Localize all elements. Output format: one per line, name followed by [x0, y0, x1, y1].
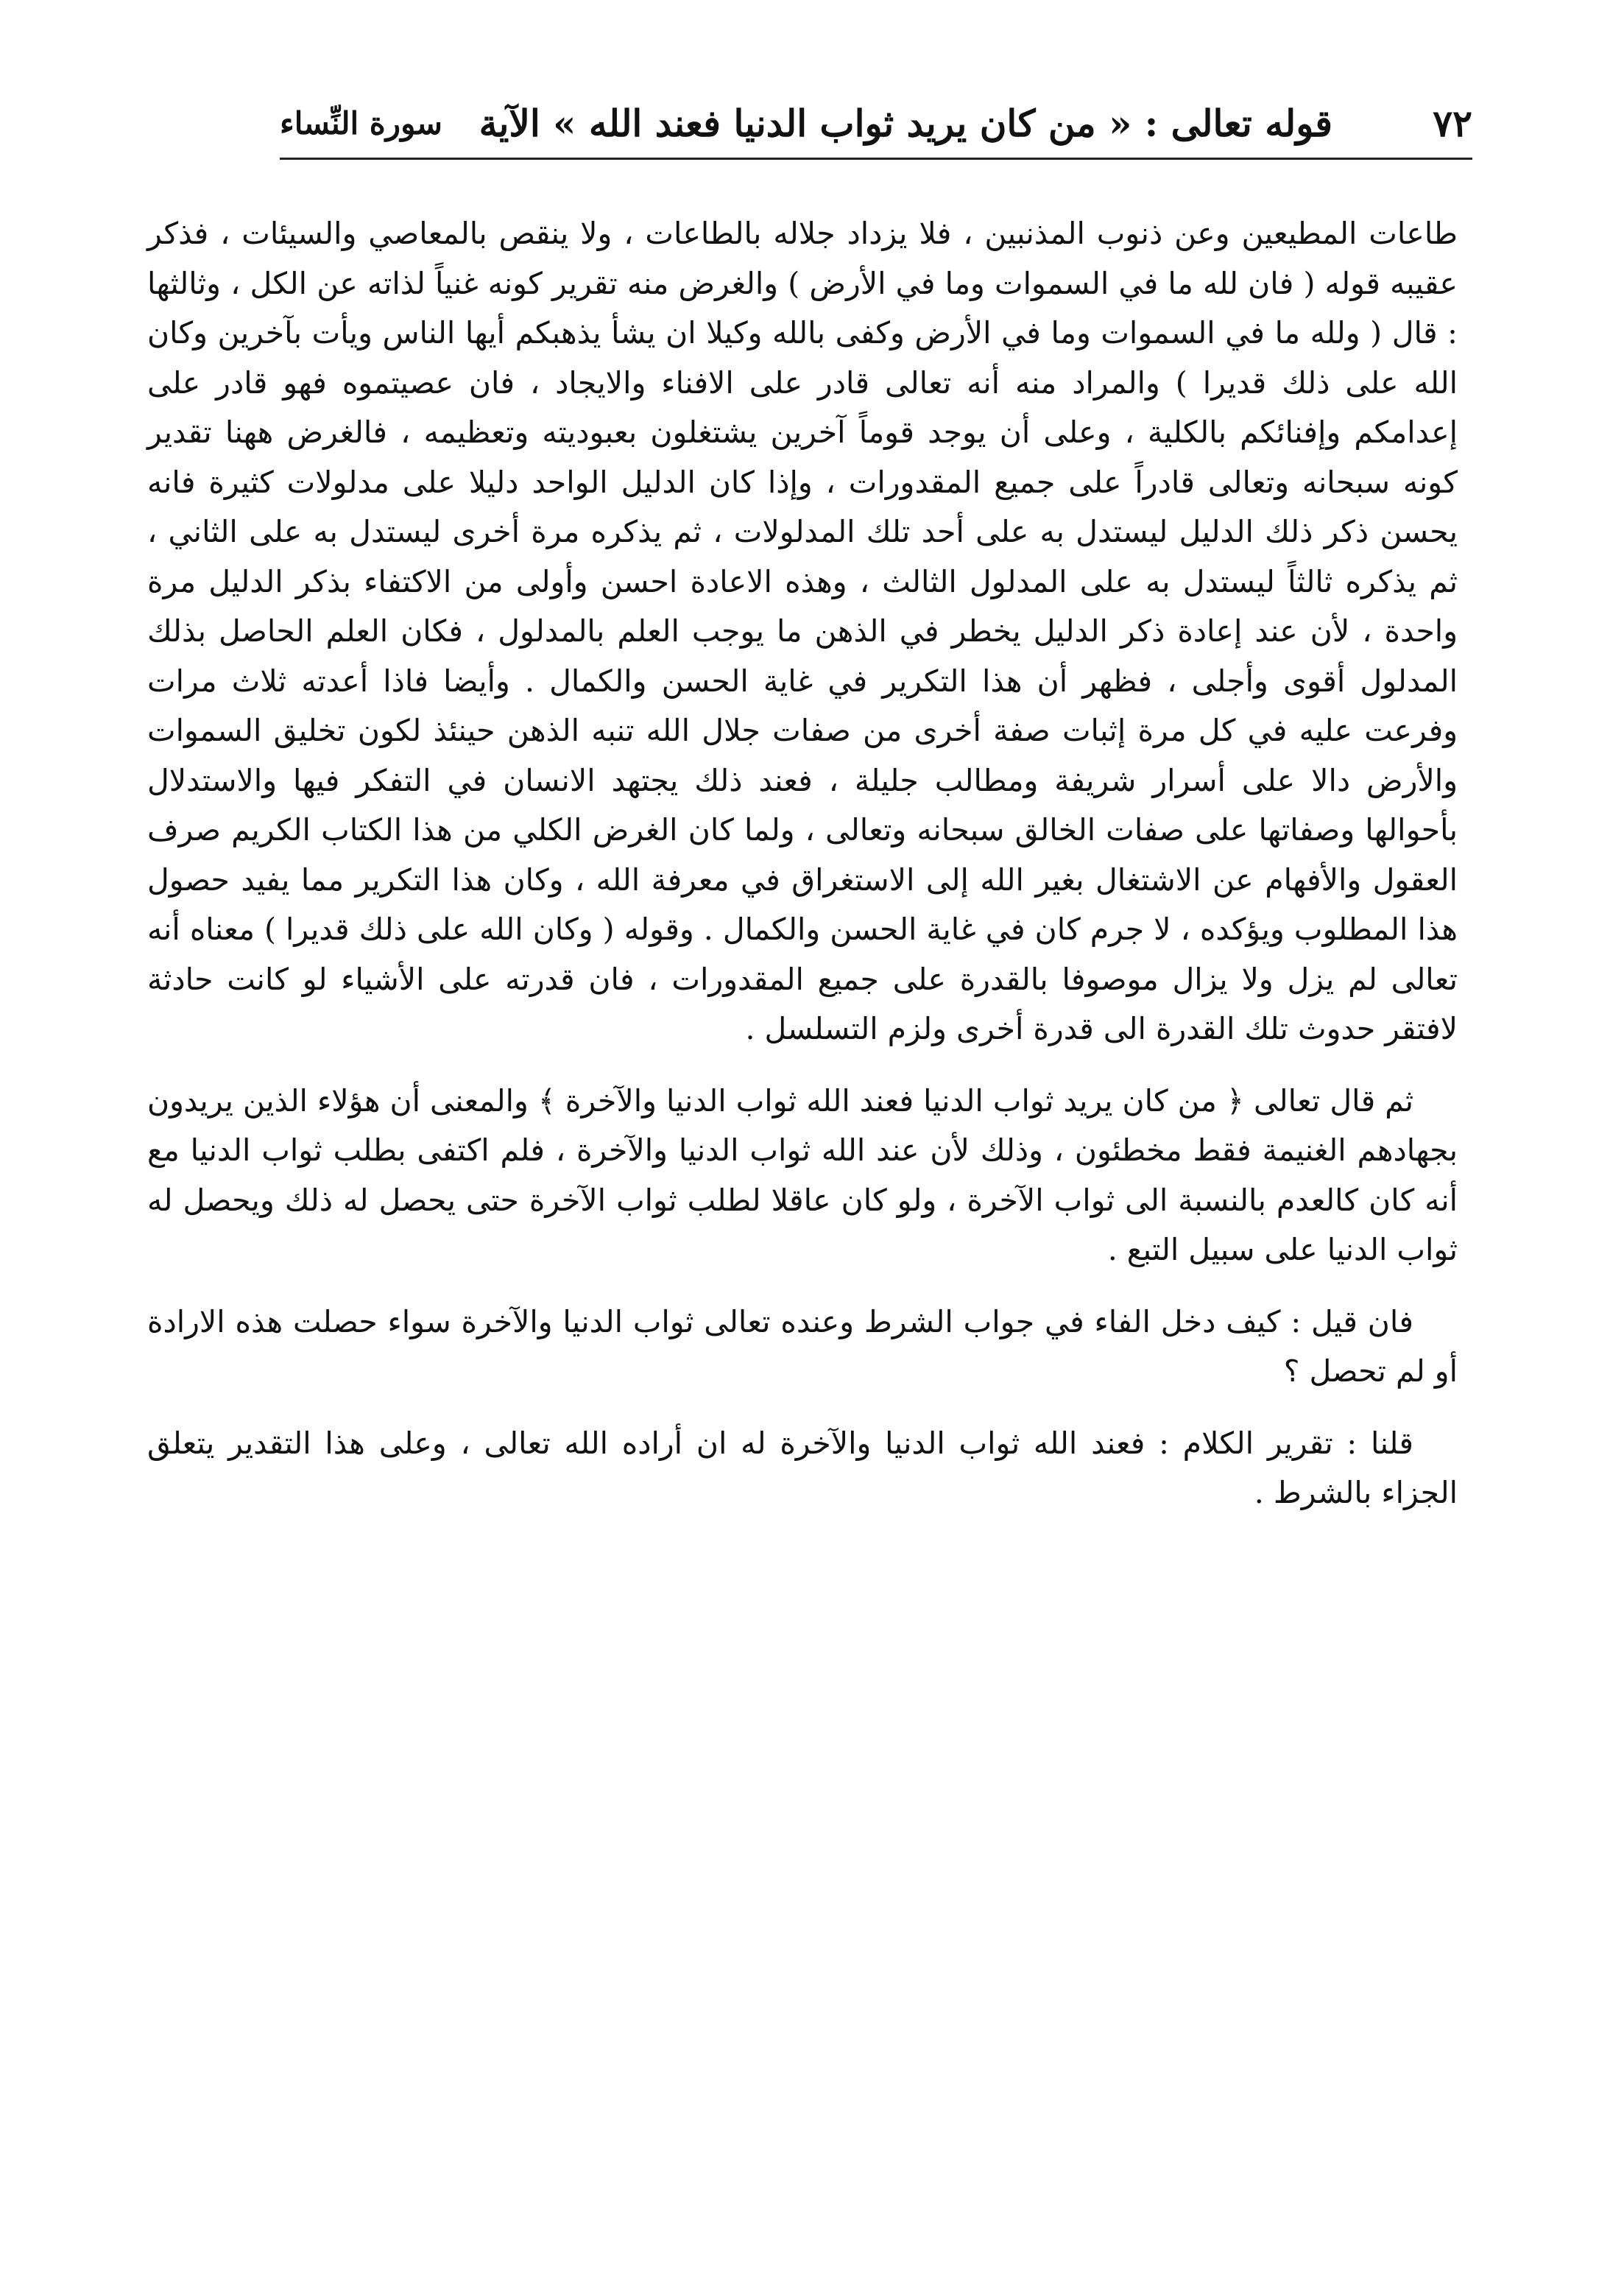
surah-name: سورة النِّساء	[280, 105, 442, 141]
page-number: ٧٢	[1433, 102, 1472, 145]
paragraph: ثم قال تعالى ﴿ من كان يريد ثواب الدنيا فعند الله ثواب الدنيا والآخرة ﴾ والمعنى أن هؤلاء الذين يريدون بجهادهم الغنيمة فقط مخطئون ، وذلك لأن عند الله ثواب الدنيا والآخرة ، فلم اكتفى بطلب ثواب الدنيا مع أنه كان كالعدم بالنسبة الى ثواب الآخرة ، ولو كان عاقلا لطلب ثواب الآخرة حتى يحصل له ذلك ويحصل له ثواب الدنيا على سبيل التبع .	[147, 1082, 1458, 1267]
running-title: قوله تعالى : « من كان يريد ثواب الدنيا فعند الله » الآية	[479, 102, 1332, 145]
header-divider	[280, 158, 1472, 160]
paragraph: فان قيل : كيف دخل الفاء في جواب الشرط وعنده تعالى ثواب الدنيا والآخرة سواء حصلت هذه الارادة أو لم تحصل ؟	[147, 1303, 1458, 1389]
page-header	[280, 94, 1472, 153]
paragraph: قلنا : تقرير الكلام : فعند الله ثواب الدنيا والآخرة له ان أراده الله تعالى ، وعلى هذا التقدير يتعلق الجزاء بالشرط .	[147, 1425, 1458, 1510]
paragraph: طاعات المطيعين وعن ذنوب المذنبين ، فلا يزداد جلاله بالطاعات ، ولا ينقص بالمعاصي والسيئات ، فذكر عقيبه قوله ( فان لله ما في السموات وما في الأرض ) والغرض منه تقرير كونه غنياً لذاته عن الكل ، وثالثها : قال ( ولله ما في السموات وما في الأرض وكفى بالله وكيلا ان يشأ يذهبكم أيها الناس ويأت بآخرين وكان الله على ذلك قديرا ) والمراد منه أنه تعالى قادر على الافناء والايجاد ، فان عصيتموه فهو قادر على إعدامكم وإفنائكم بالكلية ، وعلى أن يوجد قوماً آخرين يشتغلون بعبوديته وتعظيمه ، فالغرض ههنا تقدير كونه سبحانه وتعالى قادراً على جميع المقدورات ، وإذا كان الدليل الواحد دليلا على مدلولات كثيرة فانه يحسن ذكر ذلك الدليل ليستدل به على أحد تلك المدلولات ، ثم يذكره مرة أخرى ليستدل به على الثاني ، ثم يذكره ثالثاً ليستدل به على المدلول الثالث ، وهذه الاعادة احسن وأولى من الاكتفاء بذكر الدليل مرة واحدة ، لأن عند إعادة ذكر الدليل يخطر في الذهن ما يوجب العلم بالمدلول ، فكان العلم الحاصل بذلك المدلول أقوى وأجلى ، فظهر أن هذا التكرير في غاية الحسن والكمال . وأيضا فاذا أعدته ثلاث مرات وفرعت عليه في كل مرة إثبات صفة أخرى من صفات جلال الله تنبه الذهن حينئذ لكون تخليق السموات والأرض دالا على أسرار شريفة ومطالب جليلة ، فعند ذلك يجتهد الانسان في التفكر فيها والاستدلال بأحوالها وصفاتها على صفات الخالق سبحانه وتعالى ، ولما كان الغرض الكلي من هذا الكتاب الكريم صرف العقول والأفهام عن الاشتغال بغير الله إلى الاستغراق في معرفة الله ، وكان هذا التكرير مما يفيد حصول هذا المطلوب ويؤكده ، لا جرم كان في غاية الحسن والكمال . وقوله ( وكان الله على ذلك قديرا ) معناه أنه تعالى لم يزل ولا يزال موصوفا بالقدرة على جميع المقدورات ، فان قدرته على الأشياء لو كانت حادثة لافتقر حدوث تلك القدرة الى قدرة أخرى ولزم التسلسل .	[147, 216, 1458, 1046]
body-text	[147, 209, 1458, 1518]
